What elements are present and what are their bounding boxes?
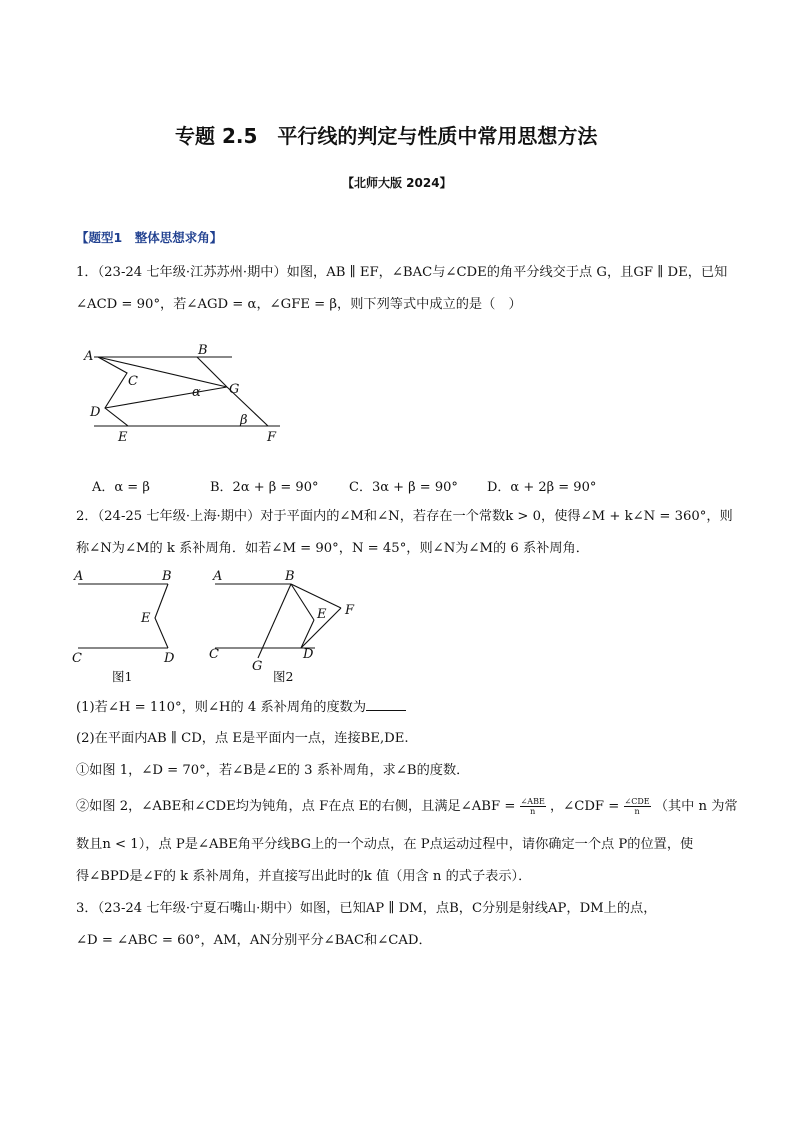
fig2-label-c: C [209, 647, 219, 662]
q2-p4a: ②如图 2，∠ABE和∠CDE均为钝角，点 F在点 E的右侧，且满足∠ABF = [76, 799, 516, 814]
q1-label-f: F [267, 430, 277, 445]
fig1-label-e: E [141, 611, 151, 626]
fraction-abe-over-n [520, 797, 546, 816]
fig2-label-d: D [303, 647, 314, 662]
page-title: 专题 2.5 平行线的判定与性质中常用思想方法 [175, 124, 598, 148]
q1-label-g: G [229, 382, 240, 397]
fig1-label-c: C [72, 651, 82, 666]
q1-line2: ∠ACD = 90°，若∠AGD = α，∠GFE = β，则下列等式中成立的是（ ） [76, 297, 522, 312]
edition-label: 【北师大版 2024】 [342, 176, 452, 190]
q1-line1: 1．（23-24 七年级·江苏苏州·期中）如图，AB ∥ EF，∠BAC与∠CDE的角平分线交于点 G，且GF ∥ DE，已知 [76, 265, 728, 280]
q1-option-d: D．α + 2β = 90° [487, 480, 597, 495]
q2-figure-2 [205, 566, 375, 686]
q1-label-d: D [90, 405, 101, 420]
q2-part2: (2)在平面内AB ∥ CD，点 E是平面内一点，连接BE,DE. [76, 731, 409, 746]
fraction-numerator: ∠CDE [624, 797, 650, 806]
q2-line1: 2．（24-25 七年级·上海·期中）对于平面内的∠M和∠N，若存在一个常数k > 0，使得∠M + k∠N = 360°，则 [76, 509, 733, 524]
q2-part1-answer-blank [366, 698, 406, 711]
fraction-denominator: n [634, 807, 640, 816]
q1-label-b: B [198, 343, 208, 358]
q1-label-beta: β [240, 413, 248, 428]
q2-part1 [76, 698, 406, 717]
fig2-label-e: E [317, 607, 327, 622]
q2-part2-sub2-line1 [76, 797, 738, 816]
q1-label-c: C [128, 374, 138, 389]
fig2-label-a: A [213, 569, 223, 584]
q2-part1-text: (1)若∠H = 110°，则∠H的 4 系补周角的度数为 [76, 700, 367, 715]
q3-line2: ∠D = ∠ABC = 60°，AM，AN分别平分∠BAC和∠CAD． [76, 933, 432, 948]
fig1-label-a: A [74, 569, 84, 584]
fraction-numerator: ∠ABE [520, 797, 545, 806]
fig2-label-b: B [285, 569, 295, 584]
q2-p4c: （其中 n 为常 [654, 799, 738, 814]
fraction-cde-over-n [624, 797, 651, 816]
q1-label-e: E [118, 430, 128, 445]
q2-part2-sub2-line2: 数且n < 1），点 P是∠ABE角平分线BG上的一个动点，在 P点运动过程中，请你确定一个点 P的位置，使 [76, 837, 694, 852]
q1-label-a: A [84, 349, 94, 364]
q2-p4b: ，∠CDF = [550, 799, 620, 814]
fig2-label-g: G [252, 659, 263, 674]
q2-line2: 称∠N为∠M的 k 系补周角．如若∠M = 90°，N = 45°，则∠N为∠M的 6 系补周角． [76, 541, 589, 556]
section-heading-type1: 【题型1 整体思想求角】 [76, 230, 223, 245]
q2-figure-1 [68, 566, 198, 686]
fig2-label-f: F [345, 603, 355, 618]
q1-option-a: A．α = β [92, 480, 150, 495]
q2-part2-sub2-line3: 得∠BPD是∠F的 k 系补周角，并直接写出此时的k 值（用含 n 的式子表示）． [76, 869, 532, 884]
q1-option-c: C．3α + β = 90° [349, 480, 458, 495]
q1-label-alpha: α [192, 385, 201, 400]
fig2-caption: 图2 [273, 669, 294, 684]
fraction-denominator: n [530, 807, 536, 816]
fig1-caption: 图1 [112, 669, 133, 684]
fig1-label-b: B [162, 569, 172, 584]
q1-figure [80, 340, 310, 450]
fig1-label-d: D [164, 651, 175, 666]
q1-option-b: B．2α + β = 90° [210, 480, 319, 495]
q3-line1: 3．（23-24 七年级·宁夏石嘴山·期中）如图，已知AP ∥ DM，点B，C分别是射线AP，DM上的点， [76, 901, 657, 916]
q2-part2-sub1: ①如图 1，∠D = 70°，若∠B是∠E的 3 系补周角，求∠B的度数． [76, 763, 470, 778]
